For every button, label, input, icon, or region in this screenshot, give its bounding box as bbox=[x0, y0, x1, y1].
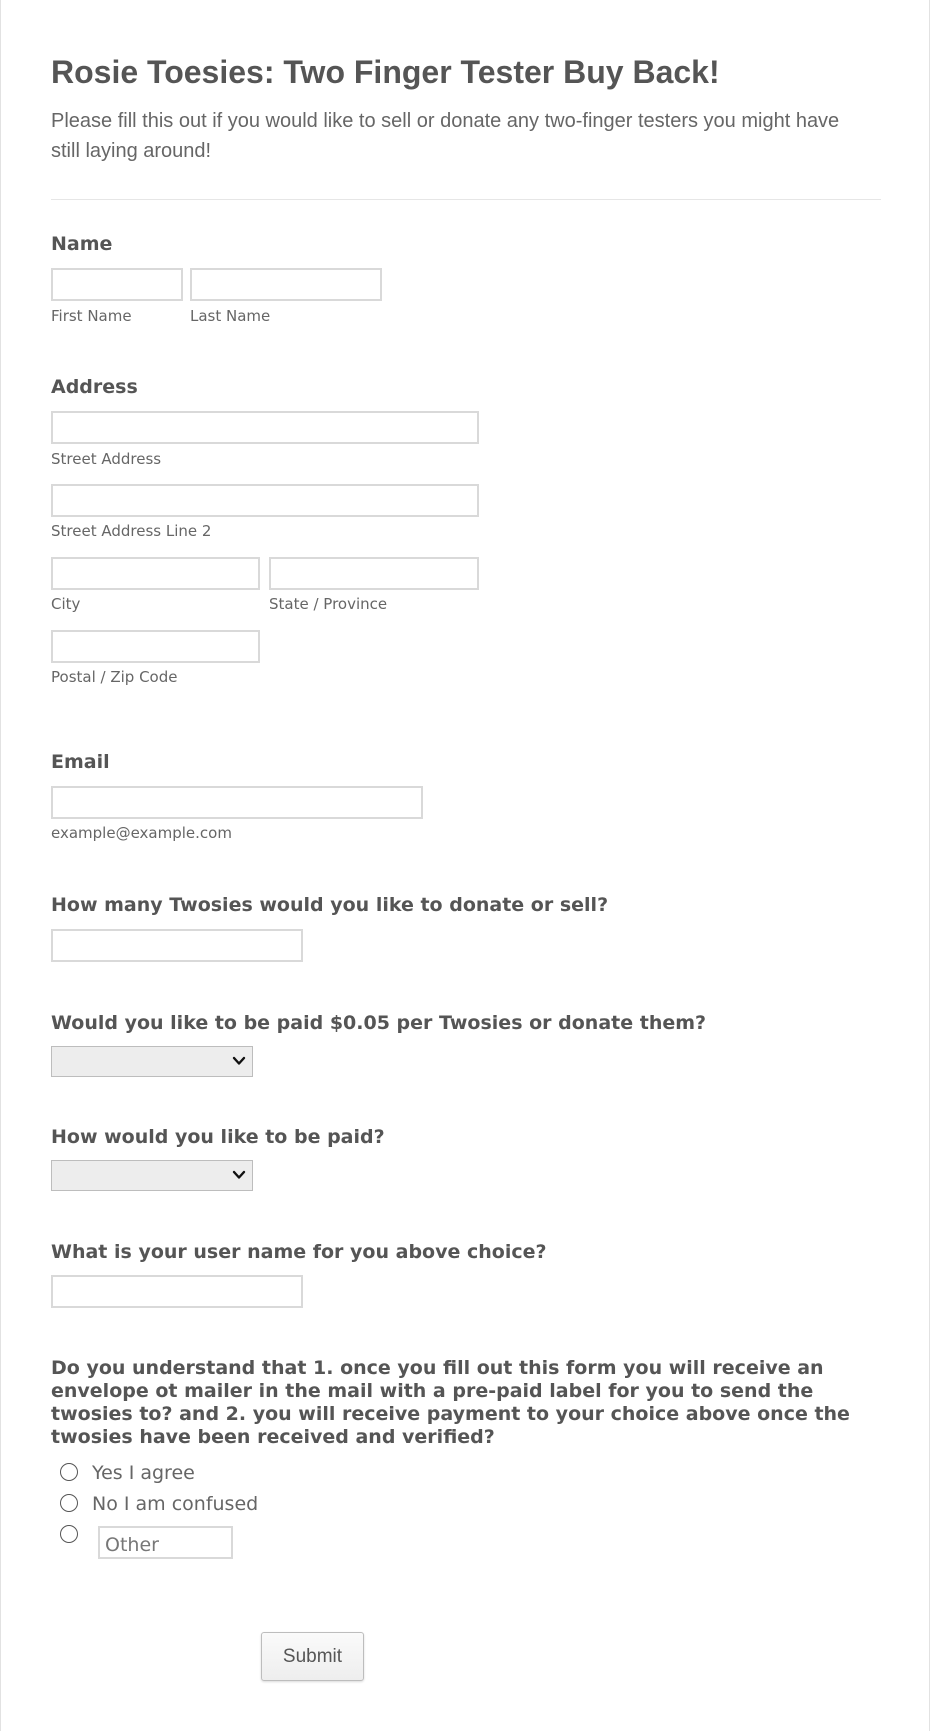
submit-button[interactable]: Submit bbox=[261, 1632, 364, 1681]
payment-choice-question: Would you like to be paid $0.05 per Twosies or donate them? bbox=[51, 1012, 707, 1034]
street-address-line2-input[interactable] bbox=[51, 484, 479, 517]
radio-no[interactable] bbox=[60, 1494, 78, 1512]
street-address-line2-sublabel: Street Address Line 2 bbox=[51, 522, 212, 540]
name-label: Name bbox=[51, 233, 113, 255]
first-name-input[interactable] bbox=[51, 268, 183, 301]
email-input[interactable] bbox=[51, 786, 423, 819]
first-name-sublabel: First Name bbox=[51, 307, 132, 325]
form-description: Please fill this out if you would like to sell or donate any two-finger testers you might have still laying around! bbox=[51, 110, 840, 162]
payment-method-question: How would you like to be paid? bbox=[51, 1126, 385, 1148]
option-yes-label: Yes I agree bbox=[92, 1462, 195, 1484]
other-input[interactable]: Other bbox=[98, 1526, 233, 1559]
street-address-input[interactable] bbox=[51, 411, 479, 444]
radio-other[interactable] bbox=[60, 1525, 78, 1543]
chevron-down-icon bbox=[231, 1167, 247, 1183]
email-label: Email bbox=[51, 751, 110, 773]
state-sublabel: State / Province bbox=[269, 595, 388, 613]
radio-yes[interactable] bbox=[60, 1463, 78, 1481]
last-name-input[interactable] bbox=[190, 268, 382, 301]
username-input[interactable] bbox=[51, 1275, 303, 1308]
zip-sublabel: Postal / Zip Code bbox=[51, 668, 178, 686]
zip-input[interactable] bbox=[51, 630, 260, 663]
quantity-question: How many Twosies would you like to donate or sell? bbox=[51, 894, 609, 916]
city-input[interactable] bbox=[51, 557, 260, 590]
email-sublabel: example@example.com bbox=[51, 824, 232, 842]
address-label: Address bbox=[51, 376, 138, 398]
last-name-sublabel: Last Name bbox=[190, 307, 271, 325]
payment-choice-select[interactable] bbox=[51, 1046, 253, 1077]
username-question: What is your user name for you above choice? bbox=[51, 1241, 547, 1263]
divider bbox=[51, 199, 881, 200]
city-sublabel: City bbox=[51, 595, 81, 613]
payment-method-select[interactable] bbox=[51, 1160, 253, 1191]
street-address-sublabel: Street Address bbox=[51, 450, 162, 468]
form-title: Rosie Toesies: Two Finger Tester Buy Back! bbox=[51, 54, 720, 90]
chevron-down-icon bbox=[231, 1053, 247, 1069]
agreement-question: Do you understand that 1. once you fill out this form you will receive an envelope ot mailer in the mail with a pre-paid label for you to send the twosies to? and 2. you will receive payment to your choice above once the twosies have been received and verified? bbox=[51, 1357, 850, 1448]
quantity-input[interactable] bbox=[51, 929, 303, 962]
option-no-label: No I am confused bbox=[92, 1493, 259, 1515]
state-input[interactable] bbox=[269, 557, 479, 590]
